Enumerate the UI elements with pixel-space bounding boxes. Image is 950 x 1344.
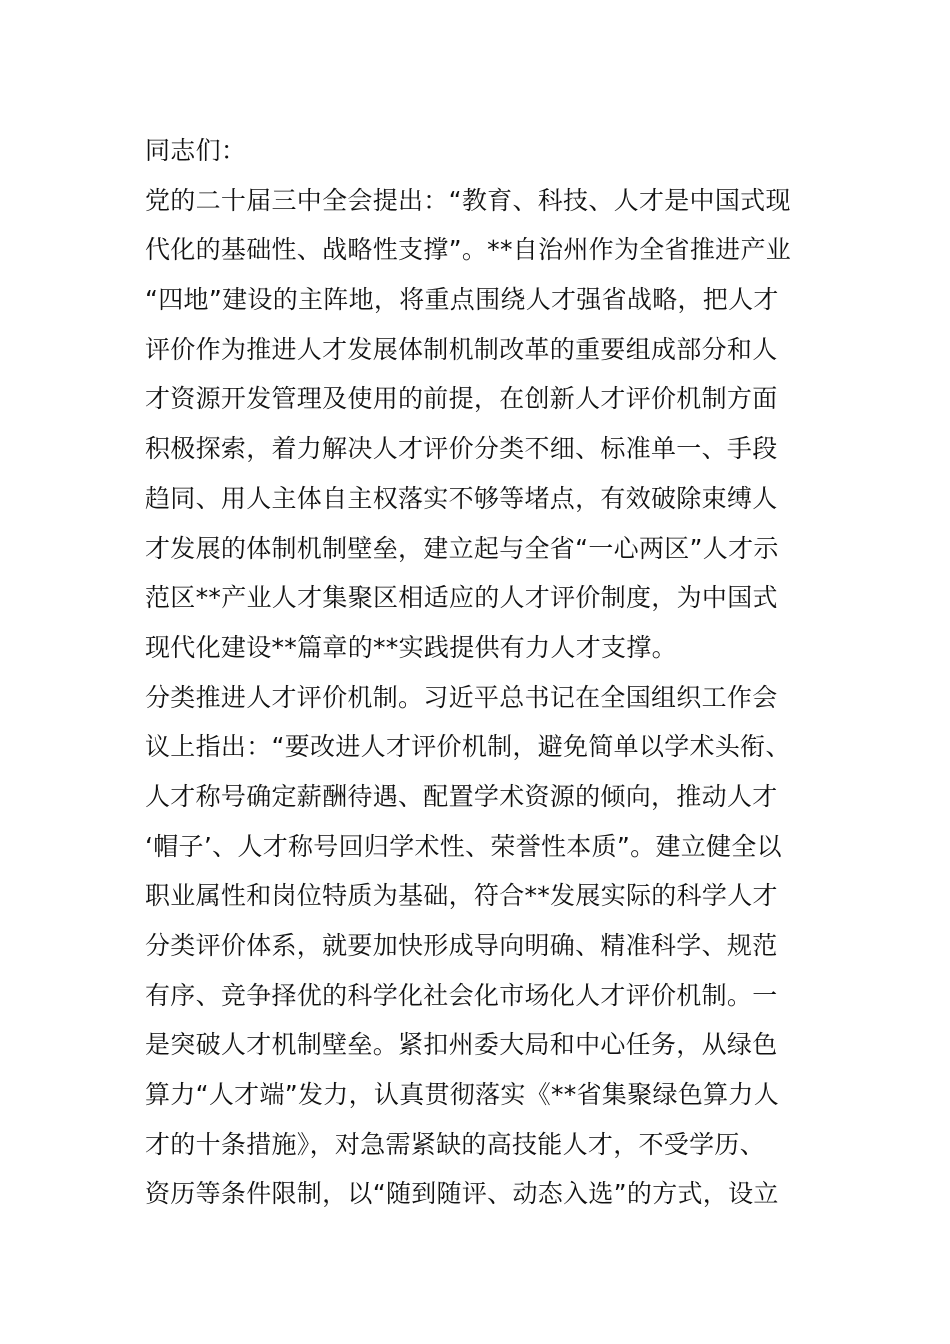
text-line: 现代化建设**篇章的**实践提供有力人才支撑。	[145, 632, 677, 662]
text-line: 职业属性和岗位特质为基础，符合**发展实际的科学人才	[145, 881, 778, 911]
text-line: 分类评价体系，就要加快形成导向明确、精准科学、规范	[145, 931, 778, 960]
text-line: 评价作为推进人才发展体制机制改革的重要组成部分和人	[145, 334, 778, 364]
text-line: 才的十条措施》，对急需紧缺的高技能人才，不受学历、	[145, 1129, 766, 1159]
text-line: 才发展的体制机制壁垒，建立起与全省“一心两区”人才示	[145, 533, 779, 563]
text-line: 资历等条件限制，以“随到随评、动态入选”的方式，设立	[145, 1179, 779, 1209]
text-line: 议上指出：“要改进人才评价机制，避免简单以学术头衔、	[145, 732, 791, 762]
text-line: ‘帽子’、人才称号回归学术性、荣誉性本质”。建立健全以	[145, 831, 782, 861]
text-line: 积极探索，着力解决人才评价分类不细、标准单一、手段	[145, 434, 778, 464]
text-line: 范区**产业人才集聚区相适应的人才评价制度，为中国式	[145, 583, 778, 613]
text-line: “四地”建设的主阵地，将重点围绕人才强省战略，把人才	[145, 285, 779, 315]
text-line: 算力“人才端”发力，认真贯彻落实《**省集聚绿色算力人	[145, 1080, 780, 1110]
text-line: 同志们：	[145, 136, 247, 165]
text-line: 分类推进人才评价机制。习近平总书记在全国组织工作会	[145, 682, 778, 712]
text-line: 才资源开发管理及使用的前提，在创新人才评价机制方面	[145, 384, 778, 414]
text-line: 趋同、用人主体自主权落实不够等堵点，有效破除束缚人	[145, 483, 778, 513]
text-line: 党的二十届三中全会提出：“教育、科技、人才是中国式现	[145, 185, 791, 215]
text-line: 代化的基础性、战略性支撑”。**自治州作为全省推进产业	[145, 235, 792, 265]
text-line: 人才称号确定薪酬待遇、配置学术资源的倾向，推动人才	[145, 781, 778, 811]
text-line: 是突破人才机制壁垒。紧扣州委大局和中心任务，从绿色	[145, 1030, 778, 1060]
text-line: 有序、竞争择优的科学化社会化市场化人才评价机制。一	[145, 980, 778, 1010]
body-text	[145, 126, 810, 1219]
